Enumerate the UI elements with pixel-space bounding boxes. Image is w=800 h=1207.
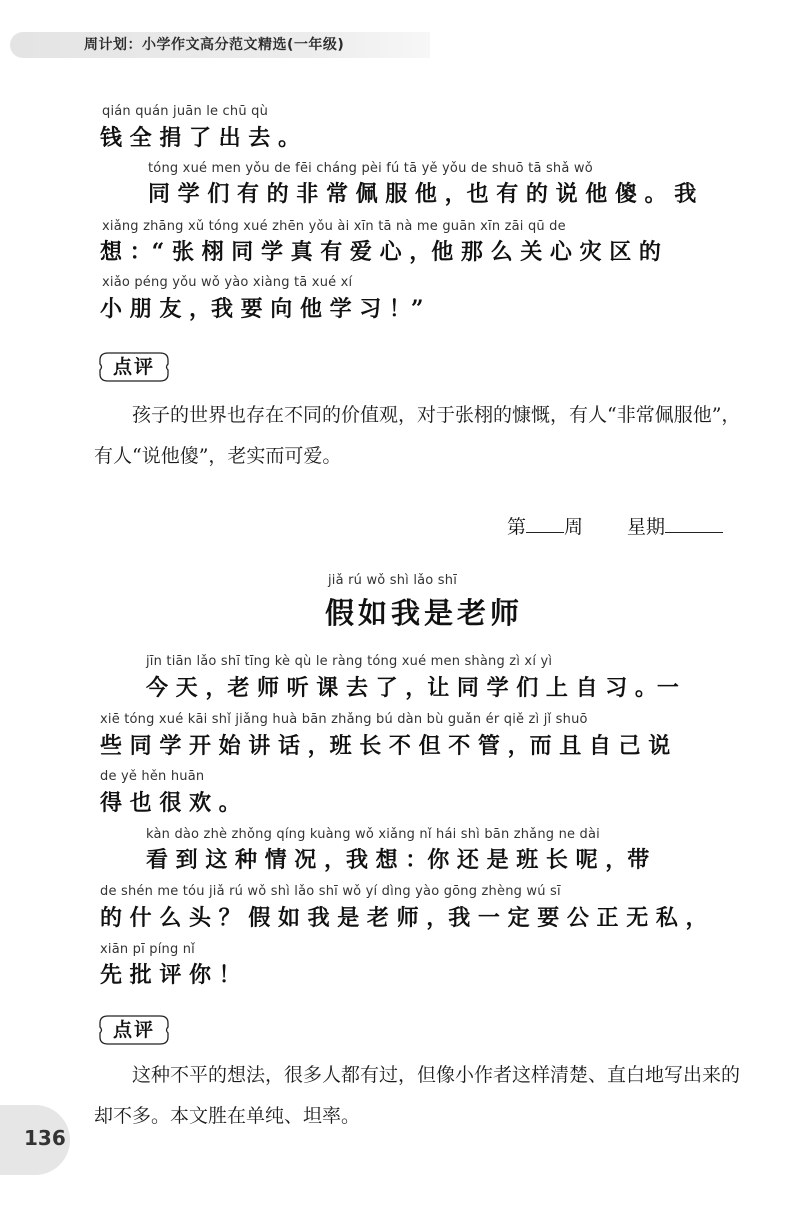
review-badge-label: 点评 <box>112 1019 155 1041</box>
week-label: 第 <box>507 516 527 538</box>
week-day-line <box>507 512 723 539</box>
pinyin-line: xiǎng zhāng xǔ tóng xué zhēn yǒu ài xīn tā nà me guān xīn zāi qū de <box>102 219 566 234</box>
pinyin-line: kàn dào zhè zhǒng qíng kuàng wǒ xiǎng nǐ hái shì bān zhǎng ne dài <box>146 827 600 842</box>
pinyin-line: qián quán juān le chū qù <box>102 104 269 119</box>
page-number: 136 <box>24 1126 66 1150</box>
day-label: 星期 <box>627 516 666 538</box>
hanzi-line: 得 也 很 欢 。 <box>100 790 241 816</box>
page-header-title: 周计划：小学作文高分范文精选(一年级) <box>84 37 345 53</box>
hanzi-line: 的 什 么 头 ？ 假 如 我 是 老 师 ，我 一 定 要 公 正 无 私 ， <box>100 905 708 931</box>
day-blank <box>665 532 723 533</box>
pinyin-line: de shén me tóu jiǎ rú wǒ shì lǎo shī wǒ yí dìng yào gōng zhèng wú sī <box>100 884 561 899</box>
pinyin-line: de yě hěn huān <box>100 769 205 784</box>
week-blank <box>526 532 564 533</box>
hanzi-line: 先 批 评 你 ！ <box>100 962 241 988</box>
pinyin-line: xiǎo péng yǒu wǒ yào xiàng tā xué xí <box>102 275 353 290</box>
pinyin-line: xiē tóng xué kāi shǐ jiǎng huà bān zhǎng bú dàn bù guǎn ér qiě zì jǐ shuō <box>100 712 588 727</box>
hanzi-line: 想 ：“ 张 栩 同 学 真 有 爱 心 ，他 那 么 关 心 灾 区 的 <box>100 239 661 265</box>
pinyin-line: tóng xué men yǒu de fēi cháng pèi fú tā yě yǒu de shuō tā shǎ wǒ <box>148 161 593 176</box>
hanzi-line: 钱 全 捐 了 出 去 。 <box>100 125 300 151</box>
hanzi-line: 看 到 这 种 情 况 ，我 想 ：你 还 是 班 长 呢 ，带 <box>146 847 650 873</box>
review-text: 这种不平的想法，很多人都有过，但像小作者这样清楚、直白地写出来的 <box>132 1064 741 1086</box>
review-badge-label: 点评 <box>112 356 155 378</box>
review-text: 孩子的世界也存在不同的价值观，对于张栩的慷慨，有人“非常佩服他”， <box>132 404 741 426</box>
pinyin-line: xiān pī píng nǐ <box>100 942 195 957</box>
week-suffix: 周 <box>564 516 584 538</box>
review-badge <box>96 350 172 384</box>
title-pinyin: jiǎ rú wǒ shì lǎo shī <box>328 573 458 588</box>
review-text: 有人“说他傻”，老实而可爱。 <box>94 445 342 467</box>
hanzi-line: 同 学 们 有 的 非 常 佩 服 他 ，也 有 的 说 他 傻 。 我 <box>148 181 697 207</box>
review-text: 却不多。本文胜在单纯、坦率。 <box>94 1105 361 1127</box>
hanzi-line: 些 同 学 开 始 讲 话 ，班 长 不 但 不 管 ，而 且 自 己 说 <box>100 733 671 759</box>
story-title: 假如我是老师 <box>325 596 524 630</box>
pinyin-line: jīn tiān lǎo shī tīng kè qù le ràng tóng xué men shàng zì xí yì <box>146 654 553 669</box>
hanzi-line: 今 天 ，老 师 听 课 去 了 ，让 同 学 们 上 自 习 。一 <box>146 675 679 701</box>
review-badge <box>96 1013 172 1047</box>
hanzi-line: 小 朋 友 ，我 要 向 他 学 习 ！” <box>100 296 424 322</box>
